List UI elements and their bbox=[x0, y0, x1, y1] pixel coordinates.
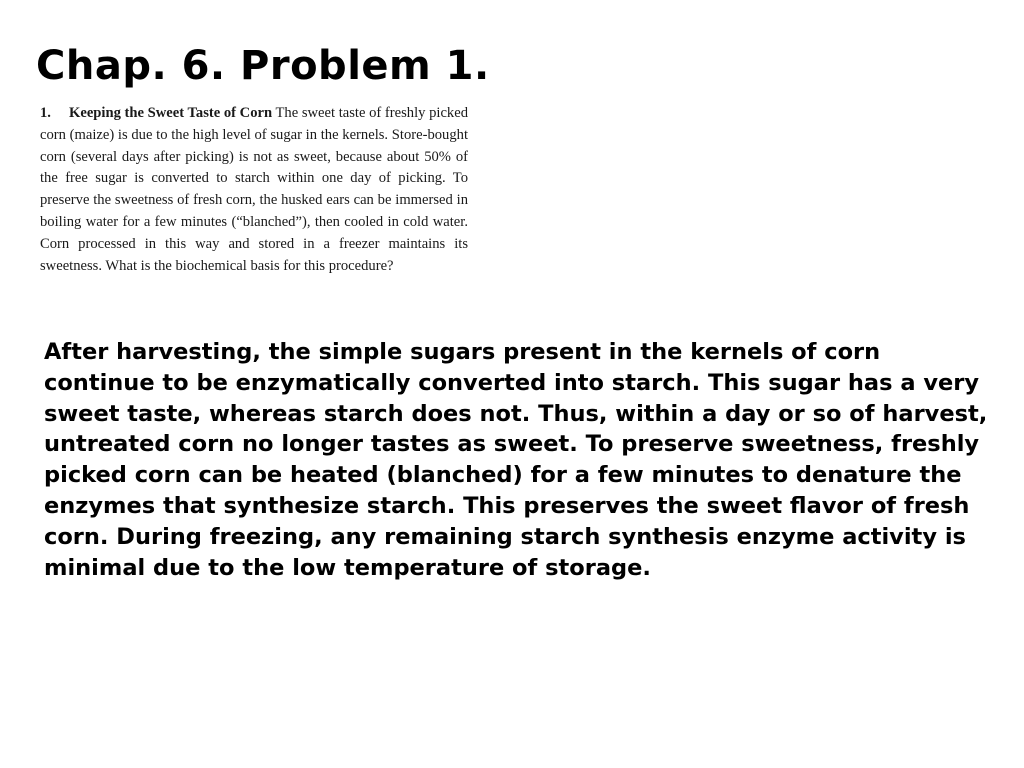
slide-title: Chap. 6. Problem 1. bbox=[36, 43, 490, 89]
problem-excerpt bbox=[40, 103, 468, 277]
problem-body: The sweet taste of freshly picked corn (maize) is due to the high level of sugar in the kernels. Store-bought corn (several days after picking) is not as sweet, because about 50% of the free sugar is converted to starch within one day of picking. To preserve the sweetness of fresh corn, the husked ears can be immersed in boiling water for a few minutes (“blanched”), then cooled in cold water. Corn processed in this way and stored in a freezer maintains its sweetness. What is the biochemical basis for this procedure? bbox=[40, 105, 468, 274]
problem-number: 1. bbox=[40, 105, 51, 121]
problem-heading: Keeping the Sweet Taste of Corn bbox=[69, 105, 273, 121]
answer-text: After harvesting, the simple sugars present in the kernels of corn continue to be enzymatically converted into starch. This sugar has a very sweet taste, whereas starch does not. Thus, within a day or so of harvest, untreated corn no longer tastes as sweet. To preserve sweetness, freshly picked corn can be heated (blanched) for a few minutes to denature the enzymes that synthesize starch. This preserves the sweet flavor of fresh corn. During freezing, any remaining starch synthesis enzyme activity is minimal due to the low temperature of storage. bbox=[44, 339, 988, 581]
